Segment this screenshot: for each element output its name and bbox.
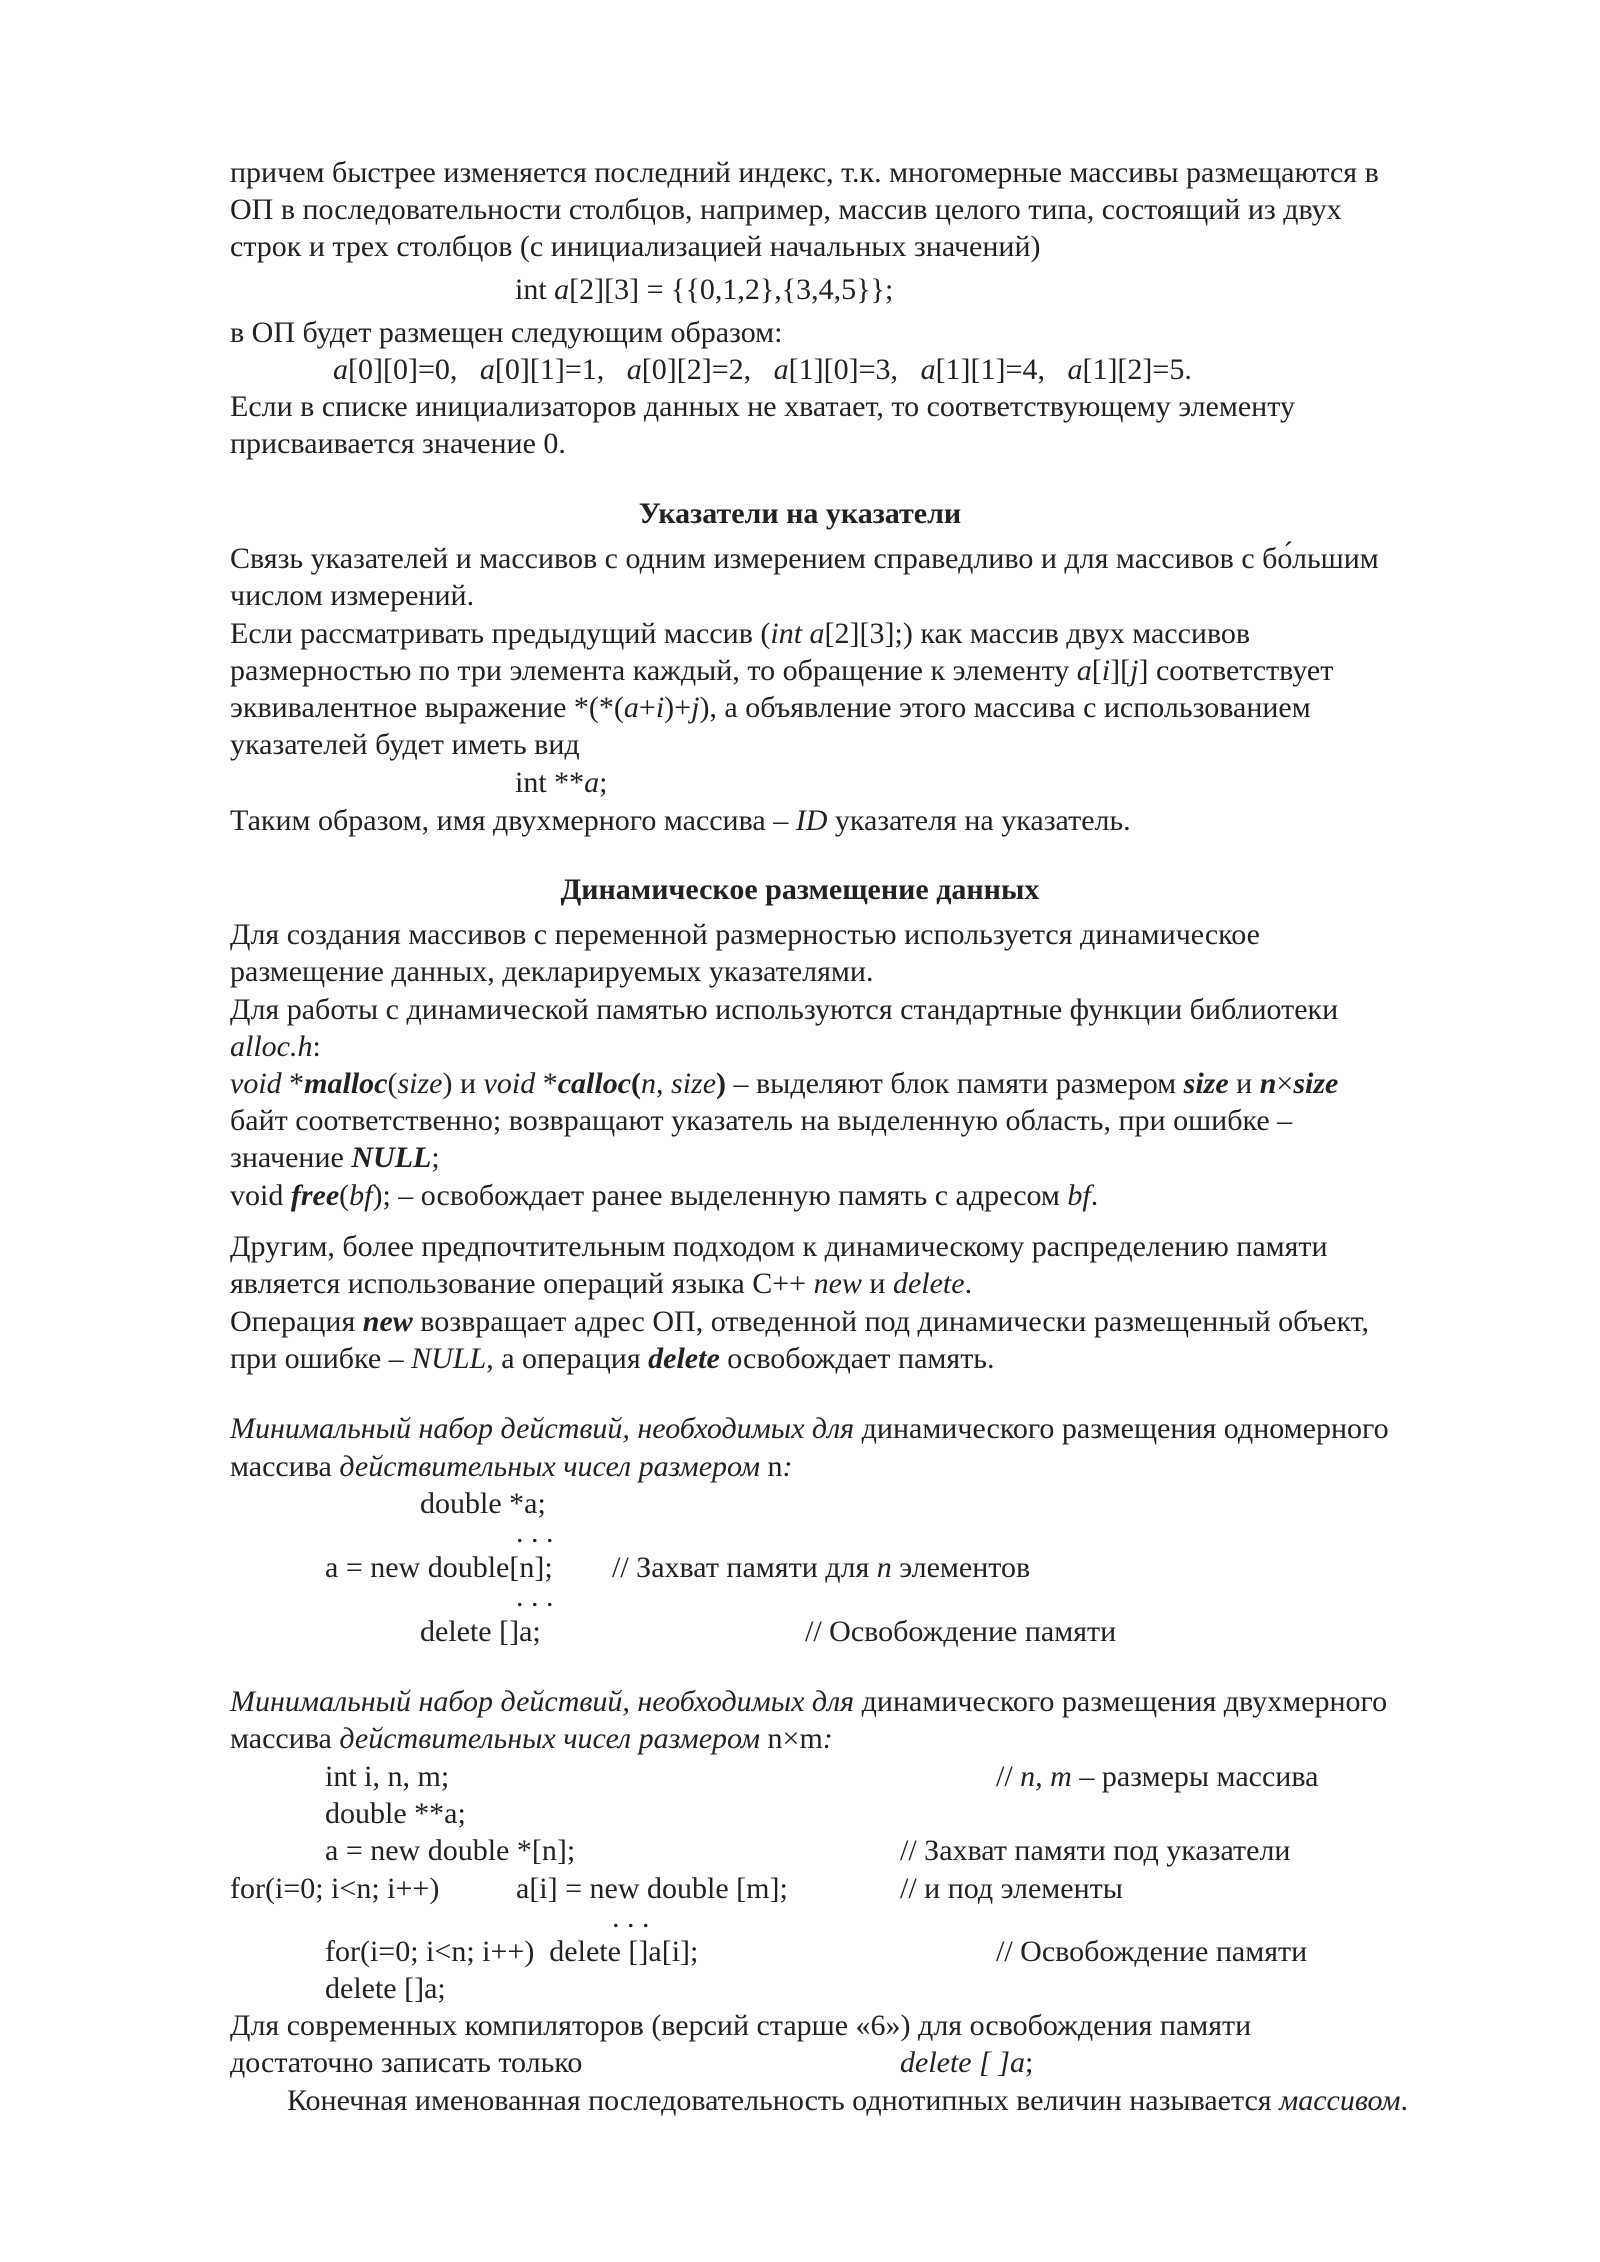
code-line: double *a; xyxy=(420,1487,546,1520)
function-description: void *malloc(size) и void *calloc(n, size) – выделяют блок памяти размером size и n×size xyxy=(230,1067,1339,1100)
paragraph-line: Если рассматривать предыдущий массив (int a[2][3];) как массив двух массивов xyxy=(230,617,1251,650)
code-comment: // Захват памяти под указатели xyxy=(900,1834,1291,1867)
paragraph-line: значение NULL; xyxy=(230,1141,440,1174)
paragraph-line: Для современных компиляторов (версий старше «6») для освобождения памяти xyxy=(230,2009,1252,2042)
code-line: a = new double[n]; xyxy=(325,1551,553,1584)
paragraph-line: Другим, более предпочтительным подходом к динамическому распределению памяти xyxy=(230,1230,1328,1263)
code-comment: // Захват памяти для n элементов xyxy=(612,1551,1031,1584)
paragraph-line: эквивалентное выражение *(*(a+i)+j), а объявление этого массива с использованием xyxy=(230,691,1311,724)
paragraph-line: строк и трех столбцов (с инициализацией начальных значений) xyxy=(230,230,1041,263)
paragraph-line: в ОП будет размещен следующим образом: xyxy=(230,316,783,349)
code-line: double **a; xyxy=(325,1797,466,1830)
paragraph-line: массива действительных чисел размером n: xyxy=(230,1450,793,1483)
paragraph-line: Для работы с динамической памятью используются стандартные функции библиотеки xyxy=(230,993,1339,1026)
paragraph-line: присваивается значение 0. xyxy=(230,427,566,460)
paragraph-line: Если в списке инициализаторов данных не хватает, то соответствующему элементу xyxy=(230,390,1295,423)
paragraph-line: Конечная именованная последовательность однотипных величин называется массивом. xyxy=(287,2084,1408,2117)
code-line: int **a; xyxy=(515,766,608,799)
ellipsis: . . . xyxy=(516,1580,554,1613)
paragraph-line: при ошибке – NULL, а операция delete освобождает память. xyxy=(230,1342,995,1375)
code-line: int a[2][3] = {{0,1,2},{3,4,5}}; xyxy=(515,273,894,306)
paragraph-line: Для создания массивов с переменной размерностью используется динамическое xyxy=(230,918,1260,951)
paragraph-line: размерностью по три элемента каждый, то обращение к элементу a[i][j] соответствует xyxy=(230,654,1334,687)
paragraph-line: ОП в последовательности столбцов, например, массив целого типа, состоящий из двух xyxy=(230,193,1342,226)
memory-layout-line: a[0][0]=0, a[0][1]=1, a[0][2]=2, a[1][0]=3, a[1][1]=4, a[1][2]=5. xyxy=(333,353,1192,386)
code-line: a[i] = new double [m]; xyxy=(516,1872,788,1905)
paragraph-line: является использование операций языка С++ new и delete. xyxy=(230,1267,973,1300)
paragraph-line: массива действительных чисел размером n×m: xyxy=(230,1722,833,1755)
paragraph-line: байт соответственно; возвращают указатель на выделенную область, при ошибке – xyxy=(230,1104,1293,1137)
section-heading: Динамическое размещение данных xyxy=(560,873,1040,906)
paragraph-line: Минимальный набор действий, необходимых для динамического размещения одномерного xyxy=(230,1412,1389,1445)
code-comment: // Освобождение памяти xyxy=(805,1615,1117,1648)
paragraph-line: причем быстрее изменяется последний индекс, т.к. многомерные массивы размещаются в xyxy=(230,156,1379,189)
keyword: int xyxy=(515,273,547,306)
code-comment: // Освобождение памяти xyxy=(996,1935,1308,1968)
paragraph-line: достаточно записать только xyxy=(230,2046,583,2079)
ellipsis: . . . xyxy=(612,1901,650,1934)
paragraph-line: Связь указателей и массивов с одним измерением справедливо и для массивов с бо́льшим xyxy=(230,542,1379,575)
paragraph-line: Минимальный набор действий, необходимых для динамического размещения двухмерного xyxy=(230,1685,1388,1718)
code-line: delete []a; xyxy=(325,1972,446,2005)
library-name: alloc.h: xyxy=(230,1030,321,1063)
paragraph-line: указателей будет иметь вид xyxy=(230,728,580,761)
paragraph-line: Операция new возвращает адрес ОП, отведенной под динамически размещенный объект, xyxy=(230,1305,1370,1338)
code-line: for(i=0; i<n; i++) delete []a[i]; xyxy=(325,1935,699,1968)
code-comment: // и под элементы xyxy=(900,1872,1123,1905)
code-line: delete [ ]a; xyxy=(900,2046,1034,2079)
code-comment: // n, m – размеры массива xyxy=(996,1760,1319,1793)
section-heading: Указатели на указатели xyxy=(638,497,962,530)
ellipsis: . . . xyxy=(516,1516,554,1549)
paragraph-line: числом измерений. xyxy=(230,579,475,612)
code-line: a = new double *[n]; xyxy=(325,1834,576,1867)
code-text: [2][3] = {{0,1,2},{3,4,5}}; xyxy=(569,273,894,306)
code-line: for(i=0; i<n; i++) xyxy=(230,1872,440,1905)
paragraph-line: Таким образом, имя двухмерного массива – ID указателя на указатель. xyxy=(230,804,1131,837)
code-line: int i, n, m; xyxy=(325,1760,450,1793)
function-description: void free(bf); – освобождает ранее выделенную память с адресом bf. xyxy=(230,1179,1099,1212)
paragraph-line: размещение данных, декларируемых указателями. xyxy=(230,955,874,988)
code-line: delete []a; xyxy=(420,1615,541,1648)
